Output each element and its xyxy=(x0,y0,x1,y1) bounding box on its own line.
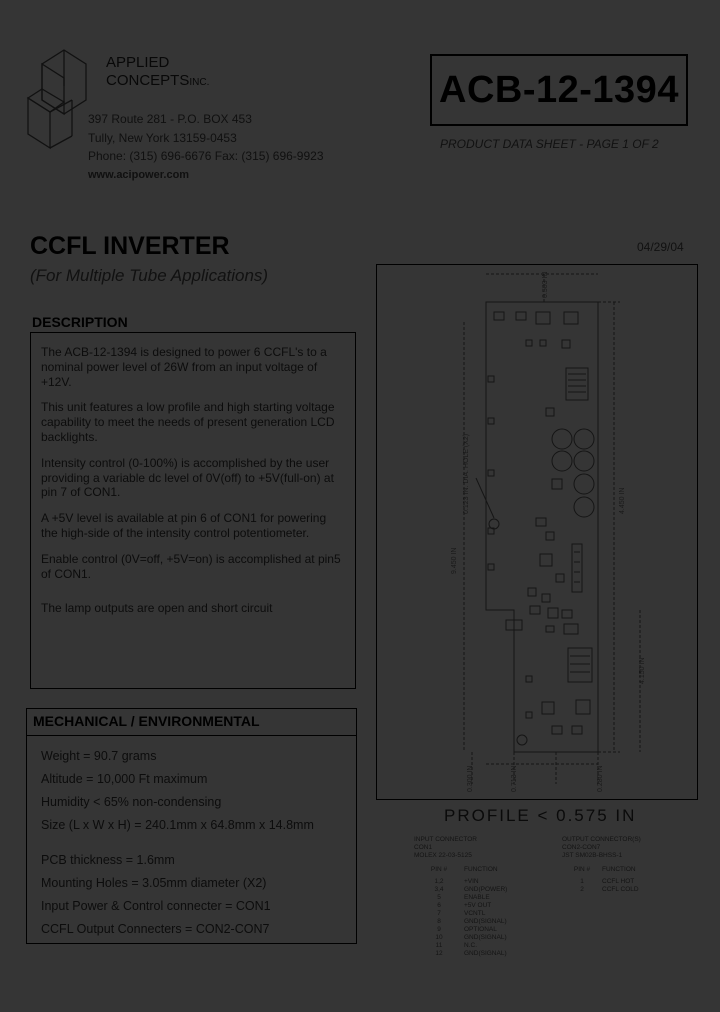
column-header-pin: PIN # xyxy=(430,866,448,873)
mechanical-box xyxy=(26,708,357,944)
pin-function: VCNTL xyxy=(464,910,486,917)
pin-number: 8 xyxy=(437,918,441,925)
pin-number: 7 xyxy=(437,910,441,917)
column-header-function: FUNCTION xyxy=(464,866,498,873)
output-connector-title: OUTPUT CONNECTOR(S) xyxy=(562,836,641,843)
company-address: 397 Route 281 - P.O. BOX 453 xyxy=(88,112,252,126)
company-name xyxy=(106,54,209,92)
input-connector-ref: CON1 xyxy=(414,844,433,851)
dim-left-edge: 0.300 IN xyxy=(467,765,474,792)
column-header-function: FUNCTION xyxy=(602,866,636,873)
output-connector-ref: CON2-CON7 xyxy=(562,844,601,851)
pin-number: 3,4 xyxy=(434,886,444,893)
table-row xyxy=(562,886,692,894)
profile-note: PROFILE < 0.575 IN xyxy=(444,806,637,825)
input-connector-part: MOLEX 22-03-5125 xyxy=(414,852,472,859)
dim-overall: 9.450 IN xyxy=(451,547,458,574)
spec-item: PCB thickness = 1.6mm xyxy=(41,853,175,867)
table-row xyxy=(414,902,554,910)
company-website-link[interactable]: www.acipower.com xyxy=(88,168,190,181)
pin-number: 12 xyxy=(435,950,443,957)
pin-function: N.C. xyxy=(464,942,477,949)
description-paragraph: The lamp outputs are open and short circuit xyxy=(41,601,273,616)
description-paragraph: Enable control (0V=off, +5V=on) is accomplished at pin5 of CON1. xyxy=(41,551,341,581)
company-name-line2: CONCEPTS xyxy=(106,72,190,89)
spec-item: Weight = 90.7 grams xyxy=(41,749,157,763)
pin-function: GND(SIGNAL) xyxy=(464,918,507,925)
output-connector-part: JST SM02B-BHSS-1 xyxy=(562,852,623,859)
pin-function: +VIN xyxy=(464,878,479,885)
dim-hole: 0.123 IN. DIA. HOLE (X2) xyxy=(463,433,470,514)
pin-function: CCFL COLD xyxy=(602,886,639,893)
pin-function: CCFL HOT xyxy=(602,878,635,885)
dim-height: 4.450 IN xyxy=(619,487,626,514)
spec-item: Input Power & Control connecter = CON1 xyxy=(41,899,271,913)
part-number-box xyxy=(430,54,688,126)
spec-item: Mounting Holes = 3.05mm diameter (X2) xyxy=(41,876,267,890)
pin-number: 5 xyxy=(437,894,441,901)
mounting-hole-icon xyxy=(517,735,527,745)
spec-item: Humidity < 65% non-condensing xyxy=(41,795,222,809)
company-contact xyxy=(88,110,324,184)
column-header-pin: PIN # xyxy=(573,866,591,873)
table-row xyxy=(414,886,554,894)
table-row xyxy=(414,926,554,934)
pin-number: 2 xyxy=(580,886,584,893)
table-row xyxy=(414,934,554,942)
description-box xyxy=(30,332,356,689)
description-paragraph: This unit features a low profile and high starting voltage capability to meet the needs of present generation LCD backlights. xyxy=(41,400,335,444)
table-row xyxy=(414,918,554,926)
board-outline xyxy=(486,302,598,752)
table-row xyxy=(562,878,692,886)
table-row xyxy=(414,878,554,886)
pin-function: OPTIONAL xyxy=(464,926,497,933)
input-connector-table xyxy=(414,836,554,958)
description-paragraph: Intensity control (0-100%) is accomplished by the user providing a variable dc level of 0V(off) to +5V(full-on) at pin 7 of CON1. xyxy=(41,455,334,500)
pin-number: 11 xyxy=(435,942,443,949)
pin-function: GND(SIGNAL) xyxy=(464,950,507,957)
table-row xyxy=(414,894,554,902)
pin-function: ENABLE xyxy=(464,894,490,901)
pin-number: 10 xyxy=(435,934,443,941)
pin-function: GND(SIGNAL) xyxy=(464,934,507,941)
table-row xyxy=(414,942,554,950)
mechanical-divider xyxy=(27,735,356,736)
company-phone: Phone: (315) 696-6676 Fax: (315) 696-9923 xyxy=(88,149,324,163)
input-connector-title: INPUT CONNECTOR xyxy=(414,836,477,843)
table-row xyxy=(414,950,554,958)
document-date: 04/29/04 xyxy=(637,240,684,254)
company-name-suffix: INC. xyxy=(189,77,210,88)
mechanical-heading: MECHANICAL / ENVIRONMENTAL xyxy=(33,713,260,729)
company-logo-icon xyxy=(20,44,90,154)
company-name-line1: APPLIED xyxy=(106,54,170,71)
pin-number: 6 xyxy=(437,902,441,909)
output-connector-table xyxy=(562,836,692,894)
company-city: Tully, New York 13159-0453 xyxy=(88,130,237,145)
part-number: ACB-12-1394 xyxy=(439,68,679,111)
pin-number: 1 xyxy=(580,878,584,885)
board-drawing xyxy=(376,264,698,800)
pin-number: 9 xyxy=(437,926,441,933)
description-paragraph: The ACB-12-1394 is designed to power 6 CCFL's to a nominal power level of 26W from an input voltage of +12V. xyxy=(41,345,327,389)
page-title: CCFL INVERTER xyxy=(30,232,230,260)
description-paragraph: A +5V level is available at pin 6 of CON1 for powering the high-side of the intensity control potentiometer. xyxy=(41,511,327,540)
dim-top: 0.503 IN xyxy=(542,271,549,298)
description-heading: DESCRIPTION xyxy=(32,314,128,330)
spec-item: CCFL Output Connecters = CON2-CON7 xyxy=(41,922,270,936)
dim-right-mid: 4.150 IN xyxy=(639,657,646,684)
pin-function: GND(POWER) xyxy=(464,886,508,893)
spec-item: Size (L x W x H) = 240.1mm x 64.8mm x 14.8mm xyxy=(41,818,314,832)
spec-item: Altitude = 10,000 Ft maximum xyxy=(41,772,208,786)
page-subtitle: (For Multiple Tube Applications) xyxy=(30,266,269,285)
mechanical-list xyxy=(41,745,314,941)
table-row xyxy=(414,910,554,918)
pin-number: 1,2 xyxy=(434,878,444,885)
sheet-note: PRODUCT DATA SHEET - PAGE 1 OF 2 xyxy=(440,137,659,151)
dim-bottom-a: 0.713 IN xyxy=(511,765,518,792)
dim-bottom-b: 0.280 IN xyxy=(597,765,604,792)
pin-function: +5V OUT xyxy=(464,902,492,909)
